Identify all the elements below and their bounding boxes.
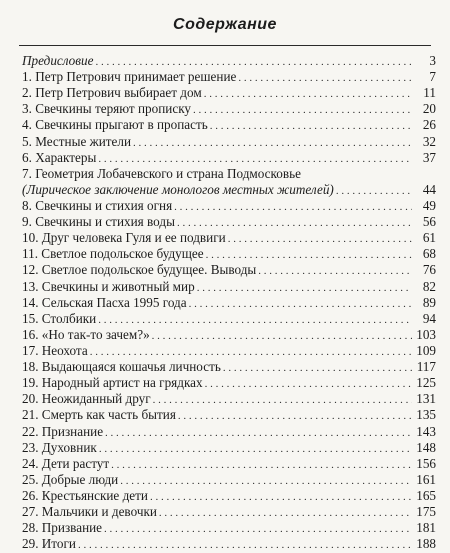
toc-entry-page: 49 <box>422 197 436 213</box>
toc-entry-page: 26 <box>422 117 436 133</box>
toc-entry <box>22 472 436 488</box>
toc-entry <box>22 53 436 69</box>
toc-entry <box>22 134 436 150</box>
toc-entry-page: 32 <box>422 133 436 149</box>
dot-leader <box>111 456 412 473</box>
dot-leader <box>206 246 412 263</box>
dot-leader <box>133 134 412 151</box>
toc-entry <box>22 375 436 391</box>
dot-leader <box>159 504 412 521</box>
toc-entry-title: 9. Свечкины и стихия воды <box>22 214 175 230</box>
toc-entry-title: 6. Характеры <box>22 149 97 165</box>
toc-entry-page: 11 <box>423 85 436 101</box>
toc-entry-page: 7 <box>429 69 436 85</box>
toc-entry-title: 21. Смерть как часть бытия <box>22 407 176 423</box>
toc-entry <box>22 182 436 198</box>
toc-entry <box>22 536 436 552</box>
toc-entry-page: 68 <box>422 246 436 262</box>
toc-entry-page: 109 <box>416 342 436 358</box>
toc-entry <box>22 279 436 295</box>
dot-leader <box>177 214 412 231</box>
toc-entry <box>22 150 436 166</box>
toc-entry <box>22 262 436 278</box>
toc-entry-title: (Лирическое заключение монологов местных жителей) <box>22 181 334 197</box>
toc-entry-title: 29. Итоги <box>22 536 76 552</box>
toc-entry <box>22 246 436 262</box>
toc-entry-title: 24. Дети растут <box>22 455 110 471</box>
toc-entry-title: 8. Свечкины и стихия огня <box>22 197 173 213</box>
toc-entry-page: 76 <box>422 262 436 278</box>
dot-leader <box>178 407 412 424</box>
toc-entry <box>22 230 436 246</box>
toc-entry <box>22 69 436 85</box>
toc-entry <box>22 456 436 472</box>
toc-entry <box>22 117 436 133</box>
toc-entry <box>22 101 436 117</box>
toc-entry-page: 143 <box>416 423 436 439</box>
toc-entry <box>22 198 436 214</box>
toc-entry-title: 20. Неожиданный друг <box>22 391 151 407</box>
toc-entry-title: 13. Свечкины и животный мир <box>22 278 195 294</box>
dot-leader <box>174 198 412 215</box>
toc-entry <box>22 327 436 343</box>
dot-leader <box>98 311 412 328</box>
dot-leader <box>78 536 412 553</box>
dot-leader <box>258 262 412 279</box>
dot-leader <box>193 101 412 118</box>
toc-entry-title: Предисловие <box>22 53 94 68</box>
toc-entry-title: 4. Свечкины прыгают в пропасть <box>22 117 208 133</box>
toc-entry-title: 10. Друг человека Гуля и ее подвиги <box>22 230 226 246</box>
toc-entry-page: 156 <box>416 455 436 471</box>
toc-entry-page: 44 <box>422 181 436 197</box>
toc-entry-title: 15. Столбики <box>22 310 97 326</box>
toc-entry-page: 135 <box>416 407 436 423</box>
toc-entry <box>22 391 436 407</box>
toc-entry-page: 103 <box>416 326 436 342</box>
dot-leader <box>197 279 412 296</box>
toc-entry <box>22 488 436 504</box>
dot-leader <box>152 327 412 344</box>
dot-leader <box>336 182 412 199</box>
toc-entry-title: 27. Мальчики и девочки <box>22 504 157 520</box>
toc-list <box>22 53 436 552</box>
toc-entry-page: 94 <box>422 310 436 326</box>
dot-leader <box>210 117 412 134</box>
toc-entry <box>22 359 436 375</box>
dot-leader <box>205 375 412 392</box>
dot-leader <box>99 440 412 457</box>
toc-entry <box>22 166 436 182</box>
toc-entry-page: 188 <box>416 536 436 552</box>
dot-leader <box>98 150 412 167</box>
toc-entry <box>22 214 436 230</box>
toc-entry-title: 1. Петр Петрович принимает решение <box>22 69 237 85</box>
toc-entry-title: 14. Сельская Пасха 1995 года <box>22 294 187 310</box>
toc-entry-page: 37 <box>422 149 436 165</box>
toc-entry-title: 18. Выдающаяся кошачья личность <box>22 359 221 375</box>
toc-entry-title: 5. Местные жители <box>22 133 132 149</box>
toc-entry-page: 89 <box>422 294 436 310</box>
toc-entry-page: 82 <box>422 278 436 294</box>
toc-entry-title: 19. Народный артист на грядках <box>22 375 203 391</box>
toc-entry-page: 125 <box>416 375 436 391</box>
toc-entry-page: 117 <box>416 359 436 375</box>
toc-entry-page: 181 <box>416 520 436 536</box>
toc-entry-page: 175 <box>416 504 436 520</box>
toc-entry-page: 56 <box>422 214 436 230</box>
dot-leader <box>238 69 412 86</box>
toc-entry-title: 7. Геометрия Лобачевского и страна Подмосковье <box>22 165 301 181</box>
toc-entry-title: 12. Светлое подольское будущее. Выводы <box>22 262 257 278</box>
toc-entry <box>22 295 436 311</box>
toc-entry-title: 26. Крестьянские дети <box>22 487 148 503</box>
dot-leader <box>95 53 412 70</box>
dot-leader <box>150 488 412 505</box>
toc-entry <box>22 311 436 327</box>
dot-leader <box>120 472 412 489</box>
toc-entry <box>22 504 436 520</box>
dot-leader <box>104 520 412 537</box>
title-rule <box>19 45 431 46</box>
toc-entry-title: 22. Признание <box>22 423 104 439</box>
toc-entry-page: 161 <box>416 471 436 487</box>
toc-entry-page: 131 <box>416 391 436 407</box>
toc-entry <box>22 520 436 536</box>
toc-entry-title: 28. Призвание <box>22 520 103 536</box>
toc-entry-page: 165 <box>416 487 436 503</box>
dot-leader <box>153 391 412 408</box>
toc-entry <box>22 85 436 101</box>
page-title: Содержание <box>173 16 277 33</box>
toc-entry <box>22 343 436 359</box>
toc-entry-title: 23. Духовник <box>22 439 97 455</box>
toc-entry-title: 16. «Но так-то зачем?» <box>22 326 150 342</box>
dot-leader <box>189 295 412 312</box>
toc-entry-title: 25. Добрые люди <box>22 471 119 487</box>
toc-entry-page: 3 <box>429 53 436 68</box>
toc-entry-title: 11. Светлое подольское будущее <box>22 246 204 262</box>
toc-entry-title: 2. Петр Петрович выбирает дом <box>22 85 202 101</box>
dot-leader <box>204 85 412 102</box>
dot-leader <box>223 359 412 376</box>
toc-entry <box>22 424 436 440</box>
dot-leader <box>228 230 412 247</box>
dot-leader <box>105 424 412 441</box>
toc-entry-title: 17. Неохота <box>22 342 88 358</box>
toc-entry-page: 61 <box>422 230 436 246</box>
toc-entry-page: 148 <box>416 439 436 455</box>
dot-leader <box>90 343 412 360</box>
toc-entry-title: 3. Свечкины теряют прописку <box>22 101 192 117</box>
toc-entry <box>22 407 436 423</box>
toc-entry <box>22 440 436 456</box>
toc-entry-page: 20 <box>422 101 436 117</box>
